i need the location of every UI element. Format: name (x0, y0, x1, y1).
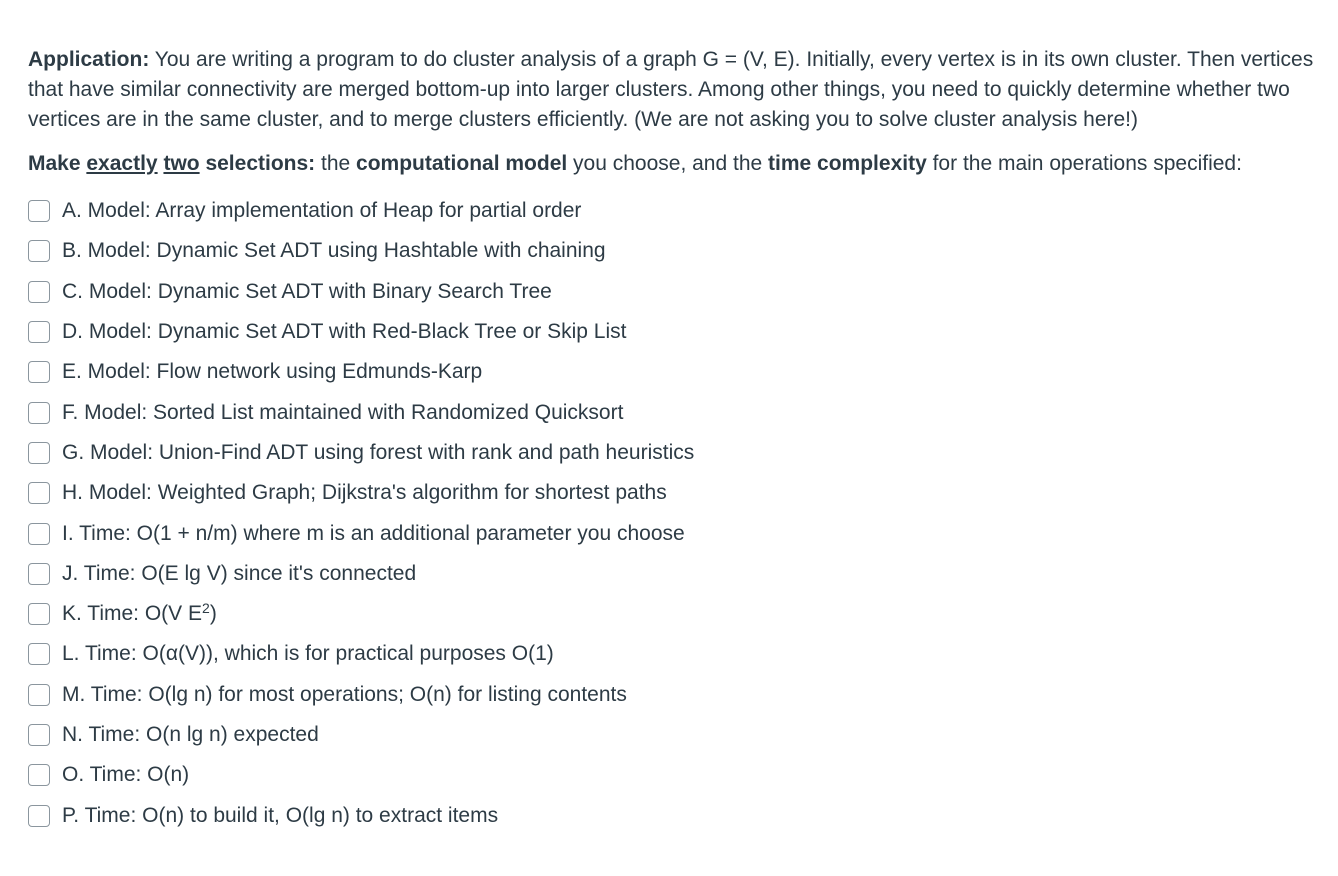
option-l[interactable] (28, 634, 1318, 674)
checkbox-h[interactable] (28, 482, 50, 504)
checkbox-e[interactable] (28, 361, 50, 383)
option-e-label: E. Model: Flow network using Edmunds-Karp (62, 360, 483, 384)
checkbox-j[interactable] (28, 563, 50, 585)
checkbox-g[interactable] (28, 442, 50, 464)
answer-options (28, 191, 1318, 836)
instruction-part1: Make (28, 152, 87, 175)
option-i-label: I. Time: O(1 + n/m) where m is an additional parameter you choose (62, 521, 685, 545)
option-j[interactable] (28, 554, 1318, 594)
option-f[interactable] (28, 392, 1318, 432)
instruction-part4: you choose, and the (567, 152, 769, 175)
option-o-label: O. Time: O(n) (62, 763, 190, 787)
question-instruction (28, 149, 1318, 179)
checkbox-l[interactable] (28, 643, 50, 665)
option-a[interactable] (28, 191, 1318, 231)
checkbox-b[interactable] (28, 240, 50, 262)
prompt-body: You are writing a program to do cluster analysis of a graph G = (V, E). Initially, every vertex is in its own cluster. Then vertices that have similar connectivity are merged bottom-up into larger clusters. Among other things, you need to quickly determine whether two vertices are in the same cluster, and to merge clusters efficiently. (We are not asking you to solve cluster analysis here!) (28, 48, 1314, 131)
option-i[interactable] (28, 513, 1318, 553)
option-p[interactable] (28, 795, 1318, 835)
checkbox-m[interactable] (28, 684, 50, 706)
quiz-question (28, 45, 1318, 836)
option-k-superscript: 2 (202, 600, 210, 617)
option-n[interactable] (28, 715, 1318, 755)
option-a-label: A. Model: Array implementation of Heap for partial order (62, 199, 582, 223)
instruction-part3: the (315, 152, 357, 175)
checkbox-k[interactable] (28, 603, 50, 625)
checkbox-d[interactable] (28, 321, 50, 343)
question-prompt (28, 45, 1318, 135)
option-f-label: F. Model: Sorted List maintained with Randomized Quicksort (62, 400, 624, 424)
checkbox-a[interactable] (28, 200, 50, 222)
option-m[interactable] (28, 675, 1318, 715)
option-c-label: C. Model: Dynamic Set ADT with Binary Search Tree (62, 279, 552, 303)
checkbox-f[interactable] (28, 402, 50, 424)
option-g-label: G. Model: Union-Find ADT using forest with rank and path heuristics (62, 440, 695, 464)
option-k[interactable] (28, 594, 1318, 634)
option-c[interactable] (28, 272, 1318, 312)
instruction-two: two (163, 152, 200, 175)
option-k-text: K. Time: O(V E (62, 602, 203, 626)
option-d[interactable] (28, 312, 1318, 352)
checkbox-c[interactable] (28, 281, 50, 303)
option-d-label: D. Model: Dynamic Set ADT with Red-Black Tree or Skip List (62, 320, 627, 344)
option-p-label: P. Time: O(n) to build it, O(lg n) to extract items (62, 803, 499, 827)
instruction-time: time complexity (768, 152, 927, 175)
checkbox-o[interactable] (28, 764, 50, 786)
option-l-label: L. Time: O(α(V)), which is for practical purposes O(1) (62, 642, 554, 666)
option-k-label (62, 600, 217, 628)
checkbox-i[interactable] (28, 523, 50, 545)
option-o[interactable] (28, 755, 1318, 795)
option-n-label: N. Time: O(n lg n) expected (62, 723, 319, 746)
option-h-label: H. Model: Weighted Graph; Dijkstra's algorithm for shortest paths (62, 481, 667, 505)
instruction-part2: selections: (199, 152, 316, 175)
option-g[interactable] (28, 433, 1318, 473)
option-e[interactable] (28, 352, 1318, 392)
instruction-exactly: exactly (86, 152, 158, 175)
option-k-close: ) (209, 602, 217, 626)
instruction-model: computational model (356, 152, 568, 175)
option-j-label: J. Time: O(E lg V) since it's connected (62, 561, 417, 585)
checkbox-n[interactable] (28, 724, 50, 746)
option-m-label: M. Time: O(lg n) for most operations; O(n) for listing contents (62, 682, 627, 706)
option-b-label: B. Model: Dynamic Set ADT using Hashtable with chaining (62, 239, 606, 263)
checkbox-p[interactable] (28, 805, 50, 827)
prompt-lead: Application: (28, 48, 150, 71)
option-b[interactable] (28, 231, 1318, 271)
instruction-part5: for the main operations specified: (926, 152, 1242, 175)
option-h[interactable] (28, 473, 1318, 513)
